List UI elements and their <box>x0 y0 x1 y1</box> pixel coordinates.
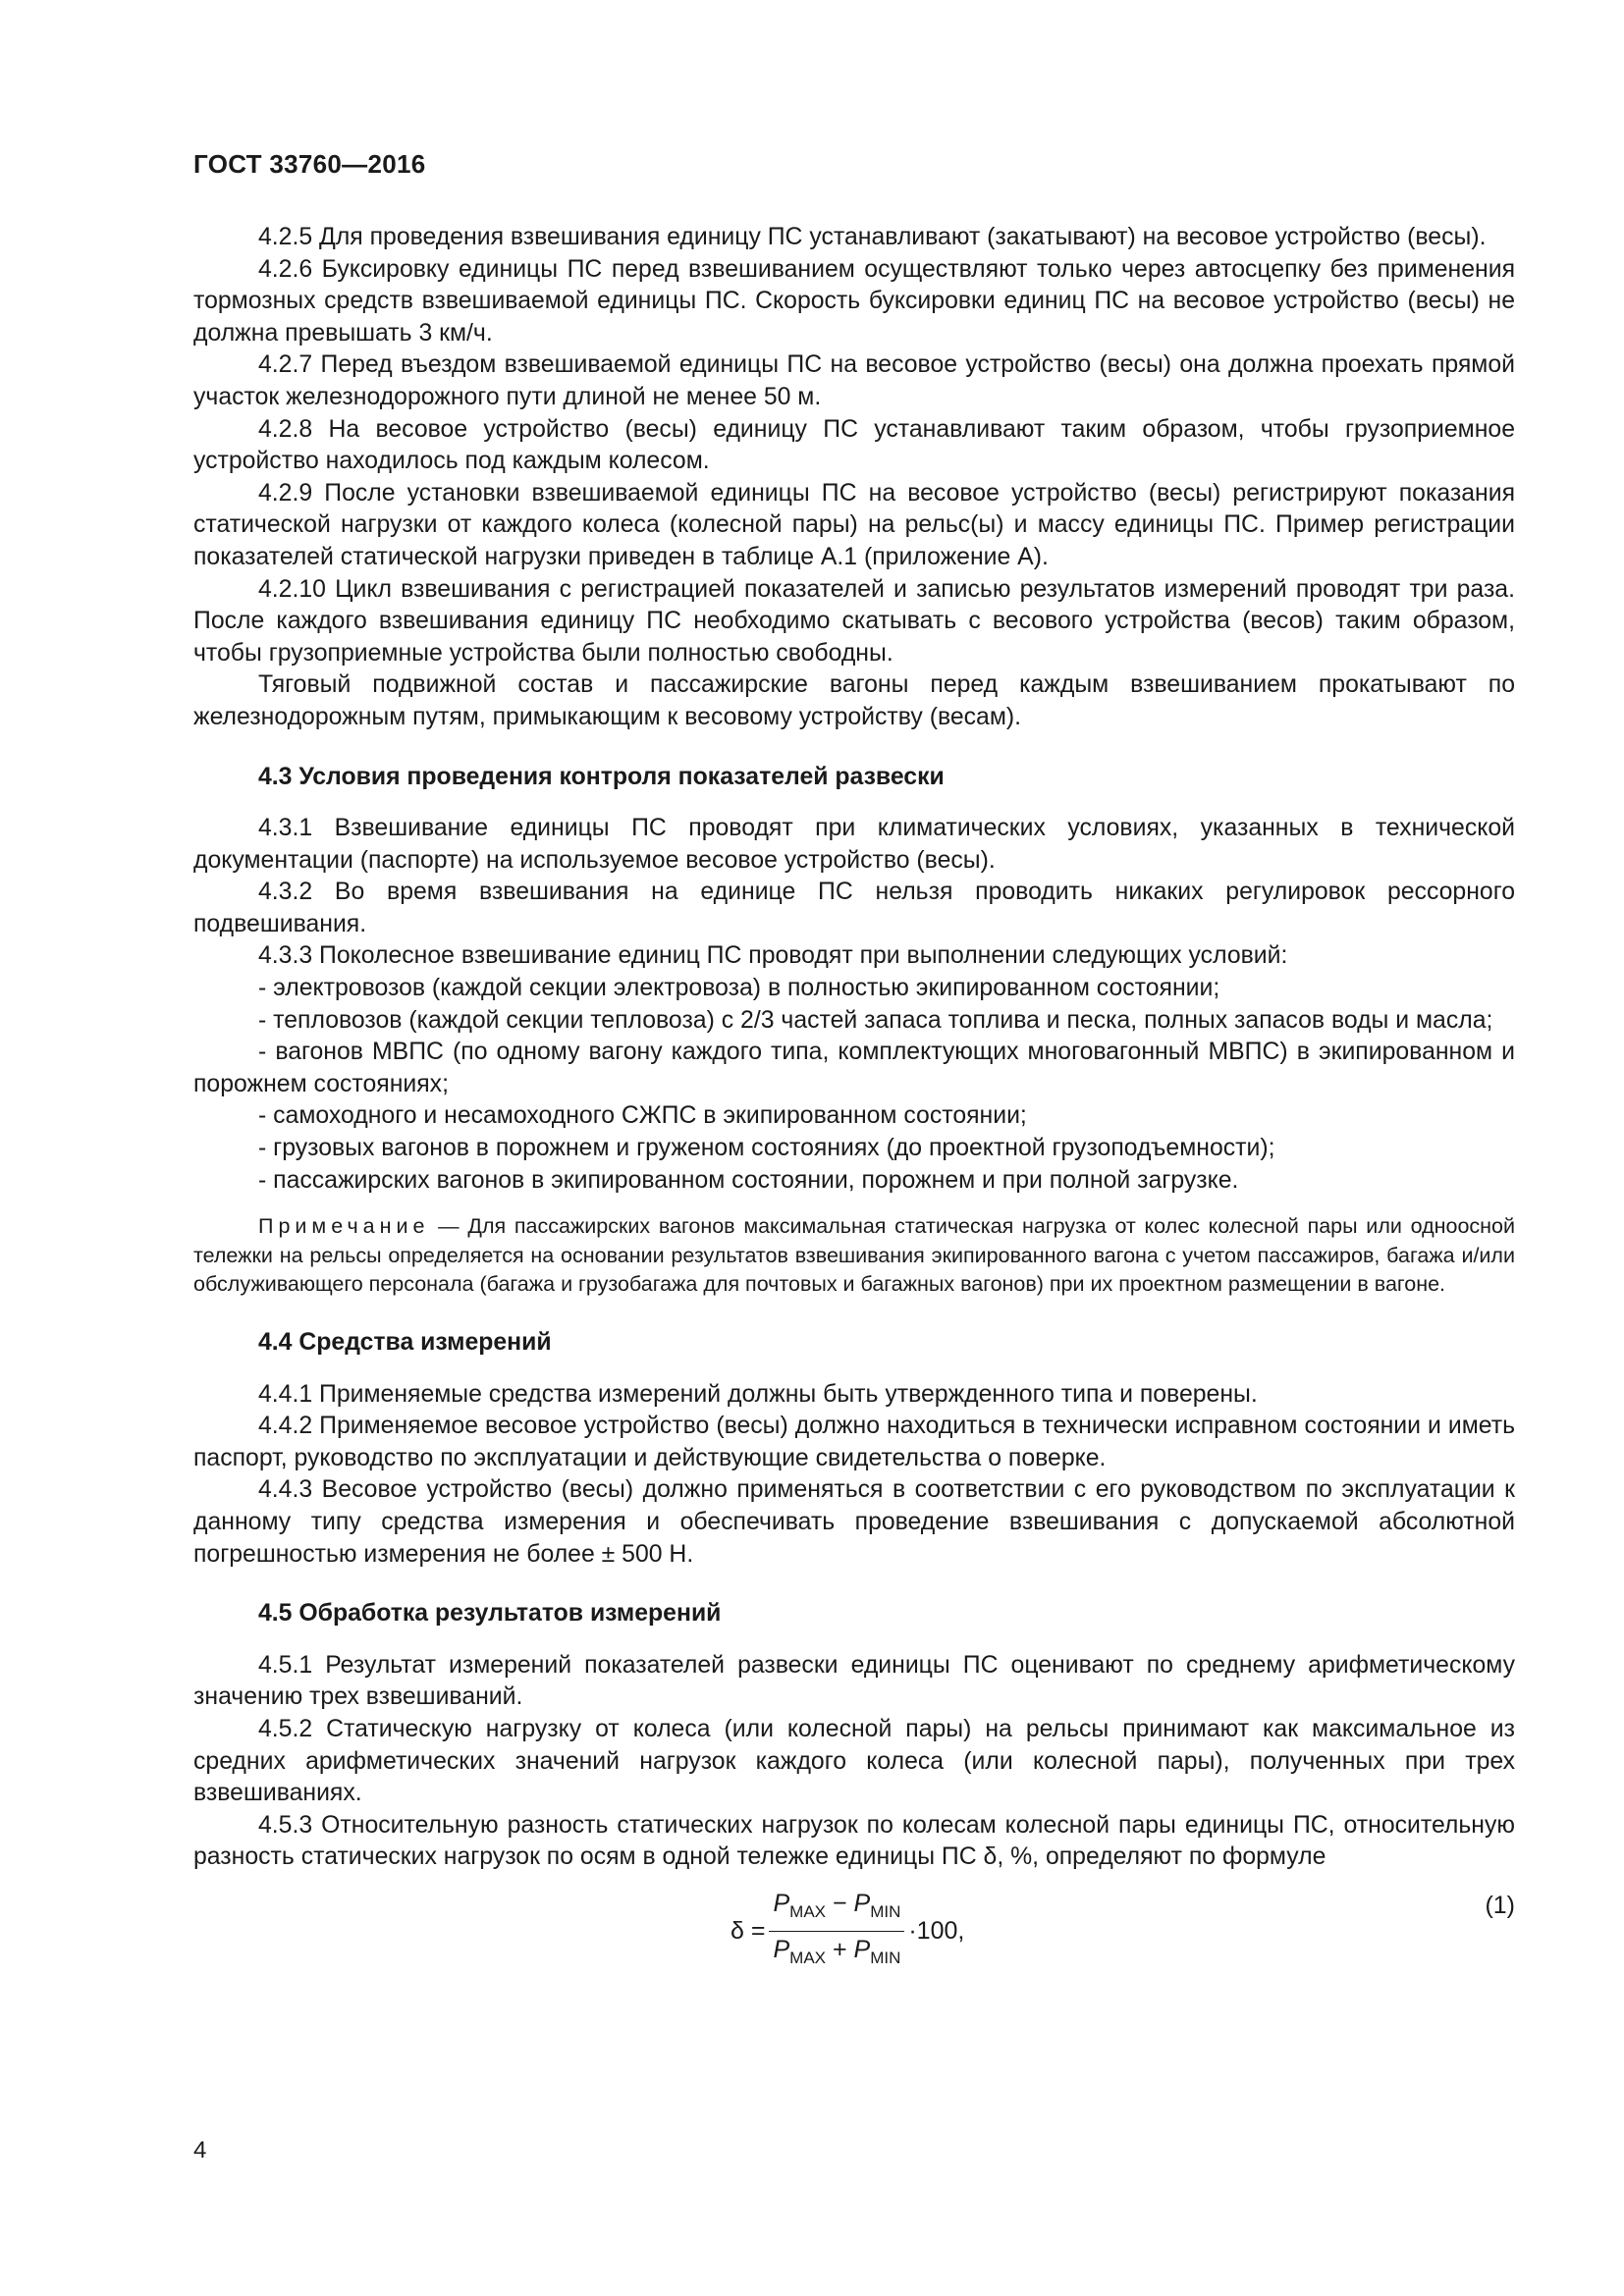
symbol-p: P <box>853 1935 871 1963</box>
paragraph-4-3-2: 4.3.2 Во время взвешивания на единице ПС нельзя проводить никаких регулировок рессорного подвешивания. <box>193 879 1515 937</box>
note <box>193 1212 1515 1300</box>
document-header: ГОСТ 33760—2016 <box>193 149 426 179</box>
subscript: MIN <box>870 1948 901 1967</box>
symbol-p: P <box>853 1889 871 1917</box>
operator: + <box>826 1935 854 1963</box>
paragraph-4-5-3: 4.5.3 Относительную разность статических нагрузок по колесам колесной пары единицы ПС, относительную разность статических нагрузок по осям в одной тележке единицы ПС δ, %, определяют по формуле <box>193 1811 1515 1871</box>
note-label: Примечание <box>258 1214 430 1239</box>
formula <box>731 1888 964 1974</box>
formula-number: (1) <box>1485 1891 1515 1919</box>
paragraph-traction: Тяговый подвижной состав и пассажирские вагоны перед каждым взвешиванием прокатывают по железнодорожным путям, примыкающим к весовому устройству (весам). <box>193 671 1515 730</box>
subscript: MAX <box>789 1901 826 1921</box>
paragraph-4-2-8: 4.2.8 На весовое устройство (весы) единицу ПС устанавливают таким образом, чтобы грузоприемное устройство находилось под каждым колесом. <box>193 415 1515 475</box>
formula-fraction <box>769 1888 904 1974</box>
subscript: MIN <box>870 1901 901 1921</box>
paragraph-4-2-9: 4.2.9 После установки взвешиваемой единицы ПС на весовое устройство (весы) регистрируют показания статической нагрузки от каждого колеса (колесной пары) на рельс(ы) и массу единицы ПС. Пример регистрации показателей статической нагрузки приведен в таблице А.1 (приложение А). <box>193 479 1515 570</box>
list-item: - самоходного и несамоходного СЖПС в экипированном состоянии; <box>258 1102 1027 1130</box>
paragraph-4-4-2: 4.4.2 Применяемое весовое устройство (весы) должно находиться в технически исправном состоянии и иметь паспорт, руководство по эксплуатации и действующие свидетельства о поверке. <box>193 1413 1515 1471</box>
list-item: - грузовых вагонов в порожнем и груженом состояниях (до проектной грузоподъемности); <box>258 1135 1275 1162</box>
page-number: 4 <box>193 2137 207 2163</box>
paragraph-4-3-3: 4.3.3 Поколесное взвешивание единиц ПС проводят при выполнении следующих условий: <box>258 942 1288 970</box>
operator: − <box>826 1889 854 1917</box>
section-title-4-4: 4.4 Средства измерений <box>258 1329 552 1356</box>
section-4-4 <box>193 1379 1515 1572</box>
paragraph-4-2-7: 4.2.7 Перед въездом взвешиваемой единицы ПС на весовое устройство (весы) она должна проехать прямой участок железнодорожного пути длиной не менее 50 м. <box>193 351 1515 410</box>
paragraph-4-4-1: 4.4.1 Применяемые средства измерений должны быть утвержденного типа и поверены. <box>258 1380 1258 1408</box>
paragraph-4-2-6: 4.2.6 Буксировку единицы ПС перед взвешиванием осуществляют только через автосцепку без применения тормозных средств взвешиваемой единицы ПС. Скорость буксировки единиц ПС на весовое устройство (весы) не должна превышать 3 км/ч. <box>193 255 1515 347</box>
document-body <box>193 222 1515 1976</box>
paragraph-4-3-1: 4.3.1 Взвешивание единицы ПС проводят при климатических условиях, указанных в технической документации (паспорте) на используемое весовое устройство (весы). <box>193 815 1515 874</box>
list-item: - тепловозов (каждой секции тепловоза) с 2/3 частей запаса топлива и песка, полных запасов воды и масла; <box>258 1006 1493 1034</box>
clause-4-2-group <box>193 222 1515 734</box>
list-item: - пассажирских вагонов в экипированном состоянии, порожнем и при полной загрузке. <box>258 1166 1239 1194</box>
formula-row <box>193 1878 1515 1976</box>
section-4-3 <box>193 813 1515 1300</box>
formula-numerator <box>769 1888 904 1932</box>
formula-tail: ·100, <box>908 1916 965 1945</box>
list-item: - электровозов (каждой секции электровоза) в полностью экипированном состоянии; <box>258 975 1220 1002</box>
paragraph-4-5-2: 4.5.2 Статическую нагрузку от колеса (или колесной пары) на рельсы принимают как максимальное из средних арифметических значений нагрузок каждого колеса (или колесной пары), полученных при трех взвешиваниях. <box>193 1715 1515 1807</box>
paragraph-4-4-3: 4.4.3 Весовое устройство (весы) должно применяться в соответствии с его руководством по эксплуатации к данному типу средства измерения и обеспечивать проведение взвешивания с допускаемой абсолютной погрешностью измерения не более ± 500 Н. <box>193 1476 1515 1568</box>
section-4-5 <box>193 1650 1515 1874</box>
symbol-p: P <box>773 1935 790 1963</box>
note-text: — Для пассажирских вагонов максимальная статическая нагрузка от колес колесной пары или одноосной тележки на рельсы определяется на основании результатов взвешивания экипированного вагона с учетом пассажиров, багажа и/или обслуживающего персонала (багажа и грузобагажа для почтовых и багажных вагонов) при их проектном размещении в вагоне. <box>193 1214 1515 1297</box>
formula-denominator <box>769 1932 904 1975</box>
paragraph-4-2-10: 4.2.10 Цикл взвешивания с регистрацией показателей и записью результатов измерений проводят три раза. После каждого взвешивания единицу ПС необходимо скатывать с весового устройства (весов) таким образом, чтобы грузоприемные устройства были полностью свободны. <box>193 575 1515 667</box>
section-title-4-5: 4.5 Обработка результатов измерений <box>258 1600 722 1628</box>
paragraph-4-2-5: 4.2.5 Для проведения взвешивания единицу ПС устанавливают (закатывают) на весовое устройство (весы). <box>258 224 1487 250</box>
paragraph-4-5-1: 4.5.1 Результат измерений показателей развески единицы ПС оценивают по среднему арифметическому значению трех взвешиваний. <box>193 1651 1515 1711</box>
formula-lhs: δ = <box>731 1916 766 1945</box>
list-item: - вагонов МВПС (по одному вагону каждого типа, комплектующих многовагонный МВПС) в экипированном и порожнем состояниях; <box>193 1039 1515 1097</box>
symbol-p: P <box>773 1889 790 1917</box>
section-title-4-3: 4.3 Условия проведения контроля показателей развески <box>258 763 945 790</box>
subscript: MAX <box>789 1948 826 1967</box>
